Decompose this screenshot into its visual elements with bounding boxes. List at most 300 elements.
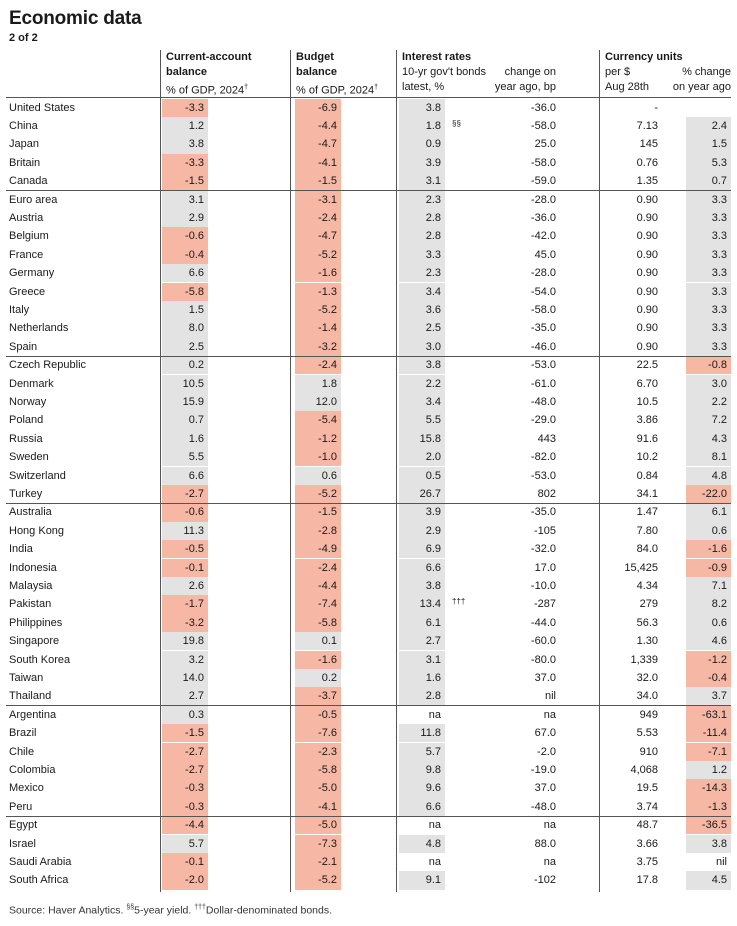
bond-yield-value: 13.4 <box>399 595 445 613</box>
yield-change-value: -2.0 <box>537 745 556 758</box>
yield-change-value: na <box>543 819 556 832</box>
country-name: Indonesia <box>9 561 57 574</box>
budget-balance-value: -2.4 <box>295 559 341 577</box>
bond-yield-value: 2.2 <box>399 375 445 393</box>
currency-per-dollar-value: 10.2 <box>636 451 658 464</box>
yield-change-value: 37.0 <box>534 671 556 684</box>
yield-change-value: -61.0 <box>530 377 556 390</box>
country-name: Denmark <box>9 377 54 390</box>
yield-change-value: 88.0 <box>534 837 556 850</box>
current-account-value: -2.7 <box>162 743 208 761</box>
currency-change-value <box>686 99 731 117</box>
current-account-value: 19.8 <box>162 632 208 650</box>
yield-change-value: na <box>543 708 556 721</box>
yield-change-value: na <box>543 855 556 868</box>
budget-balance-value: -3.7 <box>295 687 341 705</box>
currency-per-dollar-value: 0.90 <box>636 285 658 298</box>
current-account-value: 5.7 <box>162 835 208 853</box>
budget-balance-value: -4.1 <box>295 798 341 816</box>
currency-change-value: nil <box>715 855 727 868</box>
table-row <box>6 393 731 411</box>
header-current-account: Current-account <box>166 51 252 63</box>
yield-change-value: -59.0 <box>530 175 556 188</box>
country-name: Australia <box>9 506 52 519</box>
bond-yield-value: 3.1 <box>399 172 445 190</box>
header-budget: Budget <box>296 51 334 63</box>
footnote-marker: ††† <box>452 597 466 607</box>
table-row <box>6 430 731 448</box>
budget-balance-value: -5.0 <box>295 779 341 797</box>
budget-balance-value: -2.8 <box>295 522 341 540</box>
country-name: Russia <box>9 432 43 445</box>
current-account-value: 6.6 <box>162 264 208 282</box>
currency-change-value: 3.3 <box>686 191 731 209</box>
table-row <box>6 779 731 797</box>
budget-balance-value: -7.6 <box>295 724 341 742</box>
currency-per-dollar-value: 1.30 <box>636 635 658 648</box>
currency-per-dollar-value: 34.0 <box>636 690 658 703</box>
budget-balance-value: -4.4 <box>295 117 341 135</box>
current-account-value: -0.3 <box>162 779 208 797</box>
table-row <box>6 761 731 779</box>
current-account-value: -3.2 <box>162 614 208 632</box>
currency-per-dollar-value: 91.6 <box>636 432 658 445</box>
current-account-value: -0.1 <box>162 559 208 577</box>
country-name: Hong Kong <box>9 524 65 537</box>
currency-change-value: 3.8 <box>686 835 731 853</box>
table-row <box>6 375 731 393</box>
current-account-value: -3.3 <box>162 99 208 117</box>
current-account-value: 8.0 <box>162 319 208 337</box>
country-name: Britain <box>9 156 41 169</box>
currency-per-dollar-value: 7.80 <box>636 524 658 537</box>
currency-change-value: 6.1 <box>686 503 731 521</box>
bond-yield-value: 2.8 <box>399 209 445 227</box>
country-name: Sweden <box>9 451 49 464</box>
bond-yield-value: 2.0 <box>399 448 445 466</box>
yield-change-value: -48.0 <box>530 800 556 813</box>
table-row <box>6 669 731 687</box>
currency-change-value: 4.6 <box>686 632 731 650</box>
current-account-value: -3.3 <box>162 154 208 172</box>
budget-balance-value: -2.1 <box>295 853 341 871</box>
table-row <box>6 706 731 724</box>
currency-per-dollar-value: 949 <box>639 708 658 721</box>
country-name: Euro area <box>9 193 58 206</box>
budget-balance-value: -1.4 <box>295 319 341 337</box>
country-name: Germany <box>9 267 55 280</box>
country-name: Switzerland <box>9 469 66 482</box>
table-row <box>6 411 731 429</box>
yield-change-value: -82.0 <box>530 451 556 464</box>
currency-per-dollar-value: 56.3 <box>636 616 658 629</box>
bond-yield-value: 3.4 <box>399 393 445 411</box>
table-row <box>6 191 731 209</box>
currency-change-value: 2.2 <box>686 393 731 411</box>
group-divider <box>6 705 731 706</box>
group-divider <box>6 503 731 504</box>
yield-change-value: 25.0 <box>534 138 556 151</box>
yield-change-value: -102 <box>533 874 556 887</box>
currency-per-dollar-value: 1.35 <box>636 175 658 188</box>
budget-balance-value: -5.2 <box>295 485 341 503</box>
currency-per-dollar-value: 0.90 <box>636 211 658 224</box>
bond-yield-value: 3.9 <box>399 503 445 521</box>
header-change: change on <box>504 66 556 78</box>
currency-change-value: -1.6 <box>686 540 731 558</box>
current-account-value: 1.6 <box>162 430 208 448</box>
table-row <box>6 209 731 227</box>
bond-yield-value: 0.5 <box>399 467 445 485</box>
table-row <box>6 595 731 613</box>
table-row <box>6 227 731 245</box>
currency-change-value: 8.1 <box>686 448 731 466</box>
yield-change-value: 443 <box>537 432 556 445</box>
bond-yield-value: 2.3 <box>399 264 445 282</box>
yield-change-value: -35.0 <box>530 322 556 335</box>
budget-balance-value: -2.4 <box>295 209 341 227</box>
yield-change-value: -287 <box>533 598 556 611</box>
currency-change-value: 4.5 <box>686 871 731 889</box>
country-name: Chile <box>9 745 35 758</box>
country-name: India <box>9 543 33 556</box>
current-account-value: -1.5 <box>162 172 208 190</box>
yield-change-value: 67.0 <box>534 727 556 740</box>
budget-balance-value: -5.4 <box>295 411 341 429</box>
currency-change-value: 3.3 <box>686 319 731 337</box>
bond-yield-value: na <box>428 708 441 721</box>
yield-change-value: -54.0 <box>530 285 556 298</box>
currency-per-dollar-value: 0.84 <box>636 469 658 482</box>
budget-balance-value: -4.4 <box>295 577 341 595</box>
bond-yield-value: 6.6 <box>399 559 445 577</box>
currency-per-dollar-value: 0.90 <box>636 193 658 206</box>
currency-per-dollar-value: 4,068 <box>630 763 658 776</box>
yield-change-value: -29.0 <box>530 414 556 427</box>
country-name: Norway <box>9 395 47 408</box>
country-name: Turkey <box>9 487 43 500</box>
currency-change-value: 1.5 <box>686 135 731 153</box>
table-row <box>6 283 731 301</box>
currency-per-dollar-value: 15,425 <box>624 561 658 574</box>
yield-change-value: -53.0 <box>530 359 556 372</box>
current-account-value: 0.7 <box>162 411 208 429</box>
table-row <box>6 614 731 632</box>
country-name: Taiwan <box>9 671 44 684</box>
currency-change-value: 4.3 <box>686 430 731 448</box>
budget-balance-value: -1.5 <box>295 503 341 521</box>
yield-change-value: -35.0 <box>530 506 556 519</box>
group-divider <box>6 816 731 817</box>
table-row <box>6 246 731 264</box>
bond-yield-value: na <box>428 855 441 868</box>
country-name: Singapore <box>9 635 60 648</box>
currency-per-dollar-value: 0.76 <box>636 156 658 169</box>
currency-change-value: 3.3 <box>686 227 731 245</box>
yield-change-value: -10.0 <box>530 579 556 592</box>
currency-per-dollar-value: 6.70 <box>636 377 658 390</box>
currency-change-value: -0.9 <box>686 559 731 577</box>
current-account-value: 3.1 <box>162 191 208 209</box>
currency-change-value: -0.8 <box>686 356 731 374</box>
current-account-value: 0.2 <box>162 356 208 374</box>
currency-change-value: -22.0 <box>686 485 731 503</box>
budget-balance-value: -5.2 <box>295 246 341 264</box>
budget-balance-value: -5.8 <box>295 614 341 632</box>
currency-per-dollar-value: 1.47 <box>636 506 658 519</box>
current-account-value: -0.4 <box>162 246 208 264</box>
table-row <box>6 338 731 356</box>
yield-change-value: -80.0 <box>530 653 556 666</box>
yield-change-value: -48.0 <box>530 395 556 408</box>
budget-balance-value: -1.0 <box>295 448 341 466</box>
budget-balance-value: -1.6 <box>295 651 341 669</box>
budget-balance-value: -4.7 <box>295 135 341 153</box>
bond-yield-value: 26.7 <box>399 485 445 503</box>
current-account-value: -4.4 <box>162 816 208 834</box>
currency-per-dollar-value: 10.5 <box>636 395 658 408</box>
yield-change-value: -46.0 <box>530 340 556 353</box>
current-account-value: 0.3 <box>162 706 208 724</box>
currency-per-dollar-value: 0.90 <box>636 248 658 261</box>
country-name: Argentina <box>9 708 57 721</box>
bond-yield-value: 3.8 <box>399 356 445 374</box>
currency-change-value: 3.0 <box>686 375 731 393</box>
yield-change-value: -28.0 <box>530 267 556 280</box>
currency-per-dollar-value: 1,339 <box>630 653 658 666</box>
currency-change-value: 3.3 <box>686 209 731 227</box>
country-name: Belgium <box>9 230 49 243</box>
budget-balance-value: -3.1 <box>295 191 341 209</box>
currency-change-value: -36.5 <box>686 816 731 834</box>
current-account-value: 2.5 <box>162 338 208 356</box>
currency-per-dollar-value: 0.90 <box>636 303 658 316</box>
table-row <box>6 135 731 153</box>
current-account-value: 2.6 <box>162 577 208 595</box>
budget-balance-value: -5.2 <box>295 871 341 889</box>
current-account-value: -0.3 <box>162 798 208 816</box>
country-name: Mexico <box>9 782 44 795</box>
header-budget-2: balance <box>296 66 337 78</box>
bond-yield-value: 6.6 <box>399 798 445 816</box>
country-name: China <box>9 119 38 132</box>
table-row <box>6 117 731 135</box>
current-account-value: 14.0 <box>162 669 208 687</box>
page-title: Economic data <box>9 8 142 29</box>
yield-change-value: -36.0 <box>530 101 556 114</box>
header-budget-unit: % of GDP, 2024† <box>296 84 378 97</box>
currency-per-dollar-value: 22.5 <box>636 359 658 372</box>
yield-change-value: -42.0 <box>530 230 556 243</box>
bond-yield-value: 5.5 <box>399 411 445 429</box>
yield-change-value: -19.0 <box>530 763 556 776</box>
currency-change-value: 7.2 <box>686 411 731 429</box>
country-name: Spain <box>9 340 38 353</box>
header-interest-rates: Interest rates <box>402 51 472 63</box>
currency-per-dollar-value: 32.0 <box>636 671 658 684</box>
country-name: Colombia <box>9 763 56 776</box>
currency-per-dollar-value: 0.90 <box>636 267 658 280</box>
current-account-value: 2.7 <box>162 687 208 705</box>
currency-change-value: -14.3 <box>686 779 731 797</box>
currency-change-value: 3.3 <box>686 338 731 356</box>
yield-change-value: -28.0 <box>530 193 556 206</box>
header-current-account-2: balance <box>166 66 207 78</box>
current-account-value: 5.5 <box>162 448 208 466</box>
bond-yield-value: 3.1 <box>399 651 445 669</box>
table-row <box>6 301 731 319</box>
country-name: Thailand <box>9 690 52 703</box>
currency-change-value: -7.1 <box>686 743 731 761</box>
bond-yield-value: 2.3 <box>399 191 445 209</box>
budget-balance-value: -2.3 <box>295 743 341 761</box>
budget-balance-value: -4.1 <box>295 154 341 172</box>
budget-balance-value: -1.5 <box>295 172 341 190</box>
header-currency-units: Currency units <box>605 51 683 63</box>
currency-change-value: 7.1 <box>686 577 731 595</box>
header-change-bp: year ago, bp <box>494 81 556 93</box>
bond-yield-value: 0.9 <box>399 135 445 153</box>
currency-change-value: 0.6 <box>686 614 731 632</box>
bond-yield-value: 3.4 <box>399 283 445 301</box>
currency-change-value: -1.3 <box>686 798 731 816</box>
currency-per-dollar-value: - <box>654 101 658 114</box>
currency-per-dollar-value: 84.0 <box>636 543 658 556</box>
budget-balance-value: -1.2 <box>295 430 341 448</box>
bond-yield-value: 9.1 <box>399 871 445 889</box>
currency-per-dollar-value: 0.90 <box>636 322 658 335</box>
currency-per-dollar-value: 3.75 <box>636 855 658 868</box>
table-row <box>6 577 731 595</box>
currency-change-value: 0.6 <box>686 522 731 540</box>
currency-change-value: -63.1 <box>686 706 731 724</box>
table-row <box>6 356 731 374</box>
currency-per-dollar-value: 0.90 <box>636 230 658 243</box>
currency-change-value: -11.4 <box>686 724 731 742</box>
yield-change-value: -58.0 <box>530 119 556 132</box>
budget-balance-value: -0.5 <box>295 706 341 724</box>
currency-per-dollar-value: 3.74 <box>636 800 658 813</box>
bond-yield-value: 2.8 <box>399 227 445 245</box>
currency-per-dollar-value: 7.13 <box>636 119 658 132</box>
currency-per-dollar-value: 0.90 <box>636 340 658 353</box>
current-account-value: 10.5 <box>162 375 208 393</box>
table-row <box>6 853 731 871</box>
table-row <box>6 559 731 577</box>
current-account-value: -0.6 <box>162 227 208 245</box>
currency-change-value: 3.3 <box>686 283 731 301</box>
group-divider <box>6 356 731 357</box>
currency-change-value: 3.3 <box>686 264 731 282</box>
table-row <box>6 540 731 558</box>
bond-yield-value: 3.0 <box>399 338 445 356</box>
yield-change-value: 17.0 <box>534 561 556 574</box>
bond-yield-value: 15.8 <box>399 430 445 448</box>
country-name: Peru <box>9 800 33 813</box>
bond-yield-value: 9.6 <box>399 779 445 797</box>
table-row <box>6 503 731 521</box>
current-account-value: -5.8 <box>162 283 208 301</box>
current-account-value: -2.7 <box>162 761 208 779</box>
country-name: Czech Republic <box>9 359 87 372</box>
yield-change-value: -58.0 <box>530 303 556 316</box>
bond-yield-value: 3.9 <box>399 154 445 172</box>
currency-change-value: 3.7 <box>686 687 731 705</box>
currency-per-dollar-value: 910 <box>639 745 658 758</box>
bond-yield-value: 3.8 <box>399 577 445 595</box>
currency-change-value: 5.3 <box>686 154 731 172</box>
country-name: Canada <box>9 175 48 188</box>
table-row <box>6 448 731 466</box>
budget-balance-value: -5.8 <box>295 761 341 779</box>
table-row <box>6 154 731 172</box>
current-account-value: -0.5 <box>162 540 208 558</box>
currency-change-value: 3.3 <box>686 246 731 264</box>
table-row <box>6 632 731 650</box>
bond-yield-value: 11.8 <box>399 724 445 742</box>
budget-balance-value: -7.4 <box>295 595 341 613</box>
current-account-value: 1.2 <box>162 117 208 135</box>
country-name: Malaysia <box>9 579 53 592</box>
current-account-value: -1.7 <box>162 595 208 613</box>
current-account-value: 3.2 <box>162 651 208 669</box>
table-row <box>6 687 731 705</box>
budget-balance-value: -4.7 <box>295 227 341 245</box>
country-name: Philippines <box>9 616 63 629</box>
country-name: Israel <box>9 837 36 850</box>
bond-yield-value: 6.9 <box>399 540 445 558</box>
country-name: South Korea <box>9 653 71 666</box>
country-name: France <box>9 248 44 261</box>
currency-per-dollar-value: 3.66 <box>636 837 658 850</box>
currency-per-dollar-value: 48.7 <box>636 819 658 832</box>
current-account-value: 15.9 <box>162 393 208 411</box>
budget-balance-value: -5.0 <box>295 816 341 834</box>
currency-per-dollar-value: 5.53 <box>636 727 658 740</box>
bond-yield-value: 3.3 <box>399 246 445 264</box>
current-account-value: -0.1 <box>162 853 208 871</box>
yield-change-value: 37.0 <box>534 782 556 795</box>
budget-balance-value: -2.4 <box>295 356 341 374</box>
header-current-account-unit: % of GDP, 2024† <box>166 84 248 97</box>
currency-per-dollar-value: 4.34 <box>636 579 658 592</box>
country-name: Italy <box>9 303 30 316</box>
yield-change-value: -36.0 <box>530 211 556 224</box>
currency-per-dollar-value: 145 <box>639 138 658 151</box>
table-row <box>6 172 731 190</box>
currency-change-value: 8.2 <box>686 595 731 613</box>
currency-change-value: 0.7 <box>686 172 731 190</box>
bond-yield-value: 2.9 <box>399 522 445 540</box>
country-name: Saudi Arabia <box>9 855 72 868</box>
header-per-dollar: per $ <box>605 66 631 78</box>
current-account-value: -1.5 <box>162 724 208 742</box>
group-divider <box>6 190 731 191</box>
budget-balance-value: -5.2 <box>295 301 341 319</box>
country-name: Greece <box>9 285 46 298</box>
country-name: Austria <box>9 211 44 224</box>
budget-balance-value: -1.3 <box>295 283 341 301</box>
budget-balance-value: 0.6 <box>295 467 341 485</box>
currency-change-value: 4.8 <box>686 467 731 485</box>
header-pct-change: % change <box>682 66 731 78</box>
yield-change-value: -60.0 <box>530 635 556 648</box>
country-name: Brazil <box>9 727 37 740</box>
country-name: Egypt <box>9 819 38 832</box>
footnote-marker: §§ <box>452 118 461 128</box>
table-row <box>6 835 731 853</box>
currency-per-dollar-value: 17.8 <box>636 874 658 887</box>
